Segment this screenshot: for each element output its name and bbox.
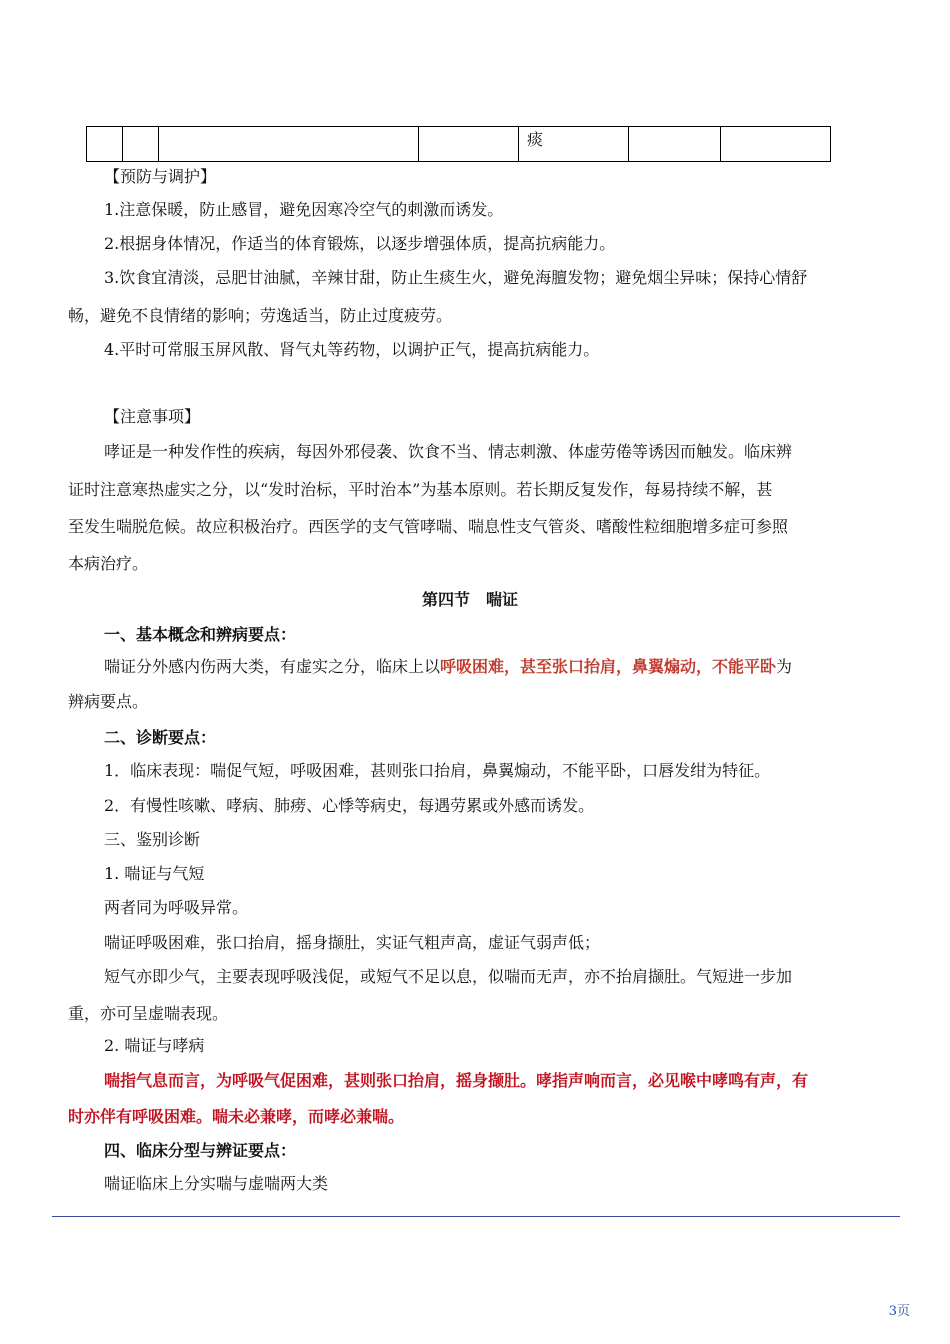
notes-heading: 【注意事项】	[104, 407, 201, 426]
table-cell	[123, 127, 159, 162]
table-cell	[87, 127, 123, 162]
part3-sub2-red-line: 喘指气息而言，为呼吸气促困难，甚则张口抬肩，摇身撷肚。哮指声响而言，必见喉中哮鸣有声，有	[104, 1071, 809, 1090]
part3-sub1-title: 1. 喘证与气短	[104, 864, 205, 883]
part3-sub1-line: 重，亦可呈虚喘表现。	[68, 1004, 229, 1023]
part1-highlight: 呼吸困难，甚至张口抬肩，鼻翼煽动，不能平卧	[440, 657, 777, 676]
part1-line-post: 为	[776, 657, 793, 676]
table-fragment	[86, 126, 831, 162]
prevention-item: 1.注意保暖，防止感冒，避免因寒冷空气的刺激而诱发。	[104, 200, 504, 219]
part3-heading: 三、鉴别诊断	[104, 830, 201, 849]
section-title: 第四节 喘证	[421, 590, 518, 609]
part1-line-pre: 喘证分外感内伤两大类，有虚实之分，临床上以	[104, 657, 441, 676]
table-cell	[629, 127, 721, 162]
part3-sub1-line: 短气亦即少气，主要表现呼吸浅促，或短气不足以息，似喘而无声，亦不抬肩撷肚。气短进一步加	[104, 967, 793, 986]
table-cell: 痰	[519, 127, 629, 162]
prevention-heading: 【预防与调护】	[104, 167, 217, 186]
prevention-item: 2.根据身体情况，作适当的体育锻炼，以逐步增强体质，提高抗病能力。	[104, 234, 616, 253]
table-row	[87, 127, 831, 162]
table-cell	[159, 127, 419, 162]
part1-line2: 辨病要点。	[68, 692, 149, 711]
notes-line: 哮证是一种发作性的疾病，每因外邪侵袭、饮食不当、情志刺激、体虚劳倦等诱因而触发。临床辨	[104, 442, 793, 461]
page-number: 3页	[888, 1304, 910, 1319]
part1-line	[104, 656, 950, 678]
part3-sub2-title: 2. 喘证与哮病	[104, 1036, 205, 1055]
part3-sub2-red-line: 时亦伴有呼吸困难。喘未必兼哮，而哮必兼喘。	[68, 1107, 405, 1126]
prevention-item-continued: 畅，避免不良情绪的影响；劳逸适当，防止过度疲劳。	[68, 306, 453, 325]
footer-divider	[52, 1216, 900, 1217]
part3-sub1-line: 喘证呼吸困难，张口抬肩，摇身撷肚，实证气粗声高，虚证气弱声低；	[104, 933, 601, 952]
notes-line: 证时注意寒热虚实之分，以“发时治标，平时治本”为基本原则。若长期反复发作，每易持续不解，甚	[68, 480, 773, 499]
part1-heading: 一、基本概念和辨病要点：	[104, 625, 297, 644]
part4-line: 喘证临床上分实喘与虚喘两大类	[104, 1174, 329, 1193]
part3-sub1-line: 两者同为呼吸异常。	[104, 898, 249, 917]
part2-heading: 二、诊断要点：	[104, 728, 217, 747]
table-cell	[419, 127, 519, 162]
part2-item: 2．有慢性咳嗽、哮病、肺痨、心悸等病史，每遇劳累或外感而诱发。	[104, 796, 595, 815]
notes-line: 本病治疗。	[68, 554, 149, 573]
notes-line: 至发生喘脱危候。故应积极治疗。西医学的支气管哮喘、喘息性支气管炎、嗜酸性粒细胞增多症可参照	[68, 517, 789, 536]
table-cell	[721, 127, 831, 162]
prevention-item: 3.饮食宜清淡，忌肥甘油腻，辛辣甘甜，防止生痰生火，避免海膻发物；避免烟尘异味；保持心情舒	[104, 268, 808, 287]
part4-heading: 四、临床分型与辨证要点：	[104, 1141, 297, 1160]
prevention-item: 4.平时可常服玉屏风散、肾气丸等药物，以调护正气，提高抗病能力。	[104, 340, 600, 359]
part2-item: 1．临床表现：喘促气短，呼吸困难，甚则张口抬肩，鼻翼煽动，不能平卧，口唇发绀为特征。	[104, 761, 771, 780]
